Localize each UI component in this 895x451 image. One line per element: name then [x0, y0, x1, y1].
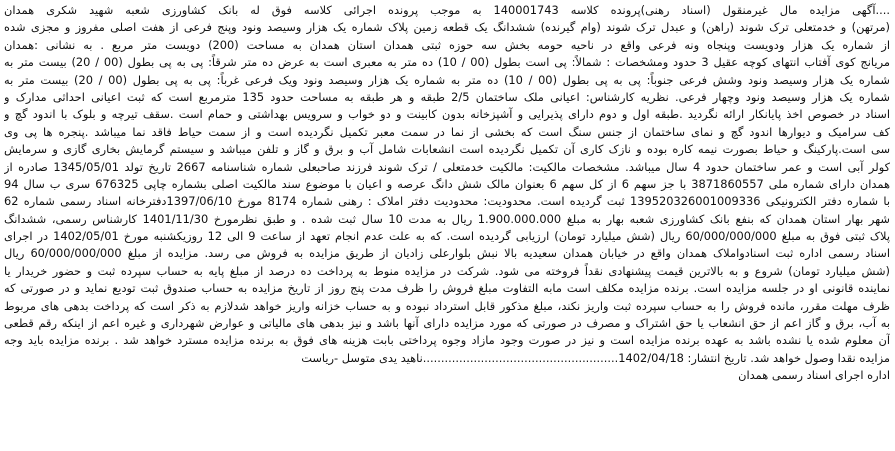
- notice-line-13: شهر بهار استان همدان که بنفع بانک کشاورزی شعبه بهار به مبلغ 1.900.000.000 ریال به مدت 10 سال ثبت شده . و طبق نظرمورخ 1401/11/30 کارشناس رسمی، ششدانگ: [4, 211, 890, 226]
- notice-line-12: با شماره دفتر الکترونیکی 139520326001009336 ثبت گردیده است. محدودیت: محدودیت دفتر املاک : رهنی شماره 8174 مورخ 1397/06/10دفترخانه اسناد رسمی شماره 62: [4, 194, 890, 209]
- notice-line-1: ....آگهی مزایده مال غیرمنقول (اسناد رهنی)پرونده کلاسه 140001743 به موجب پرونده اجرائی کلاسه فوق له بانک کشاورزی شعبه شهید شکری همدان: [4, 3, 890, 17]
- notice-line-20: آن معلوم شده یا نشده باشد به عهده برنده مزایده است و نیز در صورت وجود مازاد وجوه پرداختی بابت هزینه های فوق به برنده مزایده مسترد خواهد شد . برنده مزایده باید وجه: [4, 333, 890, 348]
- notice-line-6: شماره یک هزار وسیصد ونود وچهار فرعی. نظریه کارشناس: اعیانی ملک ساختمان 2/5 طبقه و هر طبقه به مساحت حدود 135 مترمربع است که ثبت اعیانی احداثی مدارک و: [4, 89, 890, 104]
- notice-line-8: کف سرامیک و دیوارها اندود گچ و نمای ساختمان از جنس سنگ است که بخشی از نما در سمت معبر تکمیل نگردیده است و از سمت حیاط فاقد نما میباشد .پنجره ها پی وی: [4, 124, 890, 139]
- notice-line-14: پلاک ثبتی فوق به مبلغ 60/000/000/000 ریال (شش میلیارد تومان) ارزیابی گردیده است. که به علت عدم انجام تعهد از ساعت 9 الی 12 روزیکشنبه مورخ 1402/05/01 در اجرای: [4, 229, 890, 244]
- notice-line-3: از شماره یک هزار ودویست وپنجاه ونه فرعی واقع در ناحیه حومه بخش سه حوزه ثبتی همدان استان همدان به مساحت (200) دویست متر مربع . به نشانی :همدان: [4, 37, 890, 52]
- notice-line-4: مریانج کوی آفتاب انتهای کوچه عقیل 3 حدود ومشخصات : شمالاً: پی است بطول (00 / 10) ده متر به معبری است به عرض ده متر شرقاً: پی به پی بطول (00 / 20) بیست متر به: [4, 55, 890, 70]
- publication-date-line: مزایده نقدا وصول خواهد شد. تاریخ انتشار: 1402/04/18......................................................ناهید یدی متوسل -ریاست: [301, 350, 890, 365]
- notice-line-9: سی است.پارکینگ و حیاط بصورت نیمه کاره بوده و نازک کاری آن تکمیل نگردیده است انشعابات شامل آب و برق و گاز و تلفن میباشد و سیستم گرمایش بخاری گازی و سرمایش: [4, 142, 890, 157]
- notice-line-5: شماره یک هزار وسیصد ونود وشش فرعی جنوباً: پی به پی بطول (00 / 10) ده متر به شماره یک هزار وسیصد ونود ویک فرعی غرباً: پی به پی بطول (00 / 20) بیست متر به: [4, 72, 890, 87]
- issuing-office: اداره اجرای اسناد رسمی همدان: [738, 368, 890, 383]
- notice-line-10: کولر آبی است و عمر ساختمان حدود 4 سال میباشد. مشخصات مالکیت: مالکیت خدمتعلی / ترک شوند فرزند صاحبعلی شماره شناسنامه 2667 تاریخ تولد 1345/05/01 صادره از: [4, 159, 890, 174]
- notice-line-19: به آب، برق و گاز اعم از حق انشعاب یا حق اشتراک و مصرف در صورتی که مورد مزایده دارای آنها باشد و نیز بدهی های مالیاتی و عوارض شهرداری و غیره اعم از اینکه رقم قطعی: [4, 316, 890, 331]
- auction-notice: [4, 2, 890, 449]
- notice-line-16: (شش میلیارد تومان) شروع و به بالاترین قیمت پیشنهادی نقداً فروخته می شود. شرکت در مزایده منوط به پرداخت ده درصد از مبلغ پایه به حساب سپرده ثبت و حضور خریدار یا: [4, 263, 890, 278]
- notice-line-7: اسناد در خصوص اخذ پایانکار ارائه نگردید .طبقه اول و دوم دارای پذیرایی و آشپزخانه بدون کابینت و دو خواب و سرویس بهداشتی و حمام است .سقف تیرچه و بلوک با اندود گچ و: [4, 107, 890, 122]
- notice-line-18: ظرف مهلت مقرر، مانده فروش را به حساب سپرده ثبت واریز نکند، مبلغ مذکور قابل استرداد نبوده و به حساب خزانه واریز خواهد شدلازم به ذکر است که پرداخت بدهی های مربوط: [4, 298, 890, 313]
- notice-line-17: نماینده قانونی او در جلسه مزایده است. برنده مزایده مکلف است مابه التفاوت مبلغ فروش را ظرف مدت پنج روز از تاریخ مزایده به حساب صندوق ثبت تودیع نماید و در صورتی که: [4, 281, 890, 296]
- notice-line-2: (مرتهن) و خدمتعلی ترک شوند (راهن) و عبدل ترک شوند (وام گیرنده) ششدانگ یک قطعه زمین پلاک شماره یک هزار وسیصد ونود وپنج فرعی از هفت اصلی مفروز و مجزی شده: [4, 20, 890, 35]
- notice-line-11: همدان دارای شماره ملی 3871860557 با جز سهم 6 از کل سهم 6 بعنوان مالک شش دانگ عرصه و اعیان با موضوع سند مالکیت اصلی بشماره چاپی 676325 سری ب سال 94: [4, 176, 890, 191]
- notice-line-15: اسناد رسمی اداره ثبت اسنادواملاک همدان واقع در خیابان همدان سعیدیه بالا نبش بلوارعلی زادیان از طریق مزایده به فروش می رسد. مزایده از مبلغ 60/000/000/000 ریال: [4, 246, 890, 261]
